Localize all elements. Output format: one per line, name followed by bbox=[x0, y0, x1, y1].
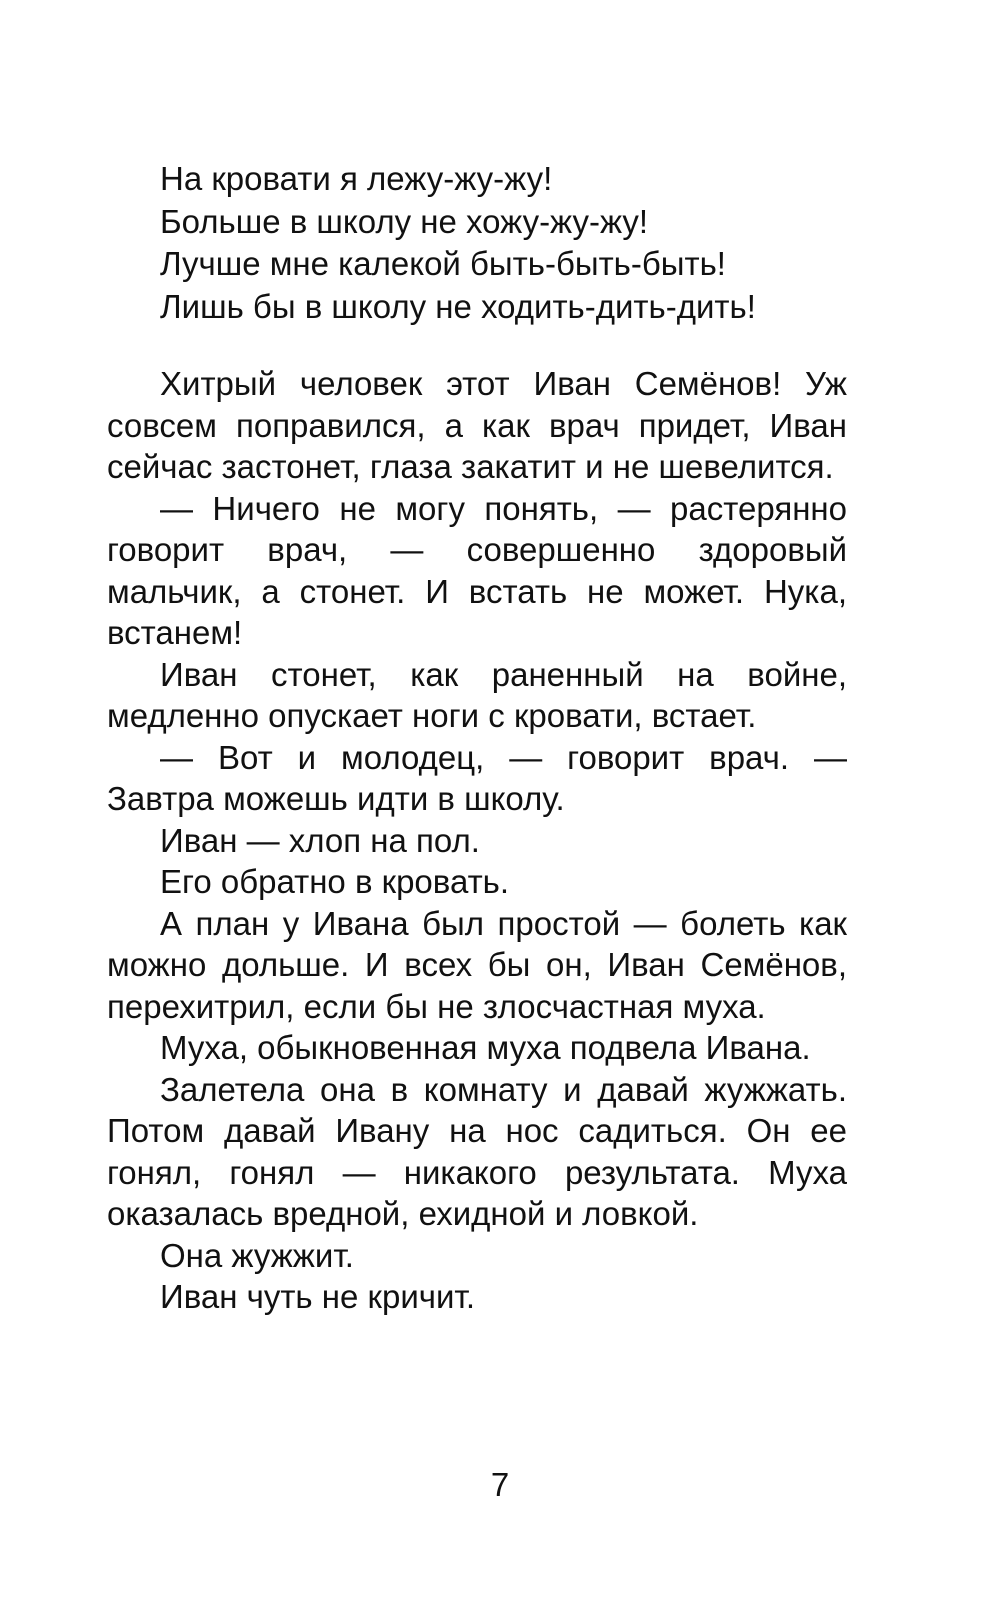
poem-line: Лучше мне калекой быть-быть-быть! bbox=[160, 245, 726, 282]
poem-line: На кровати я лежу-жу-жу! bbox=[160, 160, 553, 197]
paragraph: Залетела она в комнату и давай жужжать. Потом давай Ивану на нос садиться. Он ее гонял, гонял — никакого результата. Муха оказалась вредной, ехидной и ловкой. bbox=[107, 1070, 847, 1232]
paragraph: Иван чуть не кричит. bbox=[160, 1278, 476, 1315]
paragraph: Она жужжит. bbox=[160, 1236, 354, 1274]
paragraph: Муха, обыкновенная муха подвела Ивана. bbox=[160, 1029, 811, 1066]
paragraph: А план у Ивана был простой — болеть как можно дольше. И всех бы он, Иван Семёнов, перехитрил, если бы не злосчастная муха. bbox=[107, 904, 847, 1025]
paragraph: Иван — хлоп на пол. bbox=[160, 821, 480, 859]
paragraph: — Ничего не могу понять, — растерянно говорит врач, — совершенно здоровый мальчик, а стонет. И встать не может. Нука, встанем! bbox=[107, 489, 847, 651]
paragraph: — Вот и молодец, — говорит врач. — Завтра можешь идти в школу. bbox=[107, 738, 847, 817]
prose-body bbox=[107, 363, 847, 1318]
paragraph: Хитрый человек этот Иван Семёнов! Уж совсем поправился, а как врач придет, Иван сейчас застонет, глаза закатит и не шевелится. bbox=[107, 365, 847, 485]
paragraph: Иван стонет, как раненный на войне, медленно опускает ноги с кровати, встает. bbox=[107, 655, 847, 734]
poem-line: Больше в школу не хожу-жу-жу! bbox=[160, 202, 649, 240]
poem-stanza bbox=[160, 158, 880, 328]
page-number: 7 bbox=[490, 1466, 510, 1503]
poem-line: Лишь бы в школу не ходить-дить-дить! bbox=[160, 287, 756, 325]
paragraph: Его обратно в кровать. bbox=[160, 863, 510, 900]
